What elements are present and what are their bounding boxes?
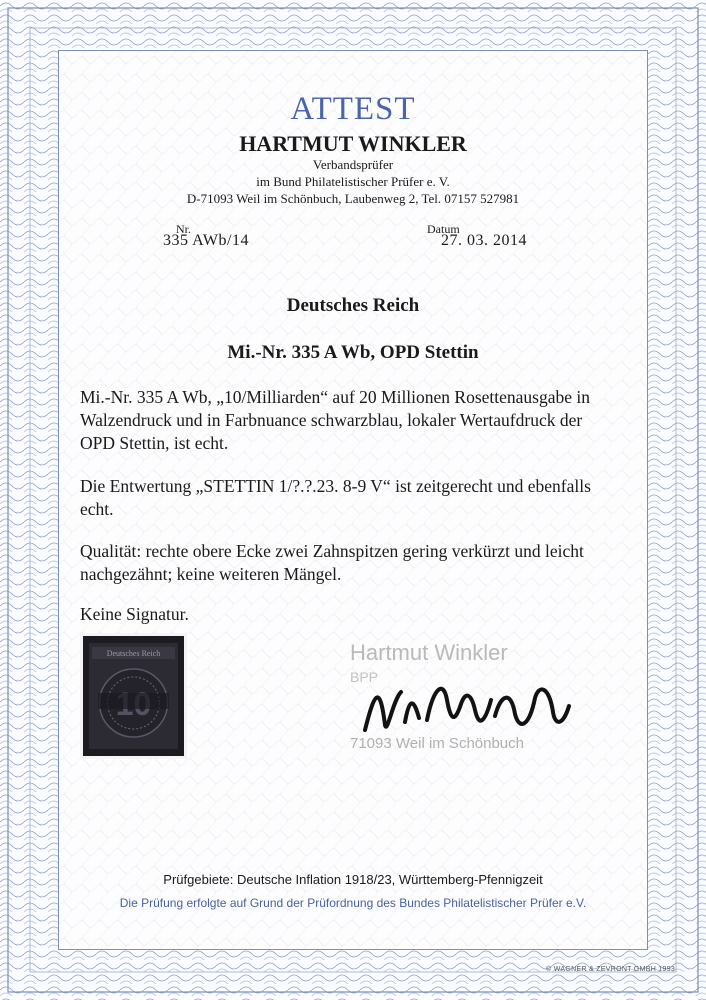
paragraph-3-line-2: nachgezähnt; keine weiteren Mängel. [80, 564, 342, 584]
paragraph-3-line-1: Qualität: rechte obere Ecke zwei Zahnspitzen gering verkürzt und leicht [80, 541, 584, 561]
paragraph-1-line-1: Mi.-Nr. 335 A Wb, „10/Milliarden“ auf 20 Millionen Rosettenausgabe in [80, 387, 591, 407]
examiner-name: HARTMUT WINKLER [239, 131, 467, 156]
seal-bpp-text: BPP [350, 669, 379, 685]
examiner-role: Verbandsprüfer [312, 157, 394, 172]
seal-name-text: Hartmut Winkler [350, 640, 508, 665]
nr-value: 335 AWb/14 [163, 232, 249, 249]
paragraph-4: Keine Signatur. [80, 604, 189, 624]
datum-label: Datum [427, 222, 460, 236]
footer-copyright: © WAGNER & ZEVRONT GMBH 1993 [546, 966, 676, 973]
signature-stroke [365, 689, 569, 730]
seal-address-text: 71093 Weil im Schönbuch [350, 735, 524, 752]
stamp-image [80, 633, 187, 759]
datum-value: 27. 03. 2014 [441, 232, 527, 249]
stamp-top-text: Deutsches Reich [106, 649, 161, 658]
subject-area: Deutsches Reich [286, 295, 420, 316]
nr-label: Nr. [176, 222, 191, 236]
examiner-address: D-71093 Weil im Schönbuch, Laubenweg 2, Tel. 07157 527981 [186, 191, 520, 206]
document-title: ATTEST [290, 91, 416, 127]
paragraph-1-line-3: OPD Stettin, ist echt. [80, 433, 229, 453]
examiner-seal-and-signature [335, 630, 585, 760]
paragraph-2-line-2: echt. [80, 499, 114, 519]
subject-catalog: Mi.-Nr. 335 A Wb, OPD Stettin [227, 342, 479, 363]
footer-pruefung: Die Prüfung erfolgte auf Grund der Prüfordnung des Bundes Philatelistischer Prüfer e.V. [119, 896, 587, 910]
examiner-association: im Bund Philatelistischer Prüfer e. V. [256, 174, 450, 189]
paragraph-1-line-2: Walzendruck und in Farbnuance schwarzblau, lokaler Wertaufdruck der [80, 410, 583, 430]
footer-pruefgebiete: Prüfgebiete: Deutsche Inflation 1918/23, Württemberg-Pfennigzeit [163, 872, 543, 887]
paragraph-2-line-1: Die Entwertung „STETTIN 1/?.?.23. 8-9 V“ ist zeitgerecht und ebenfalls [80, 476, 591, 496]
